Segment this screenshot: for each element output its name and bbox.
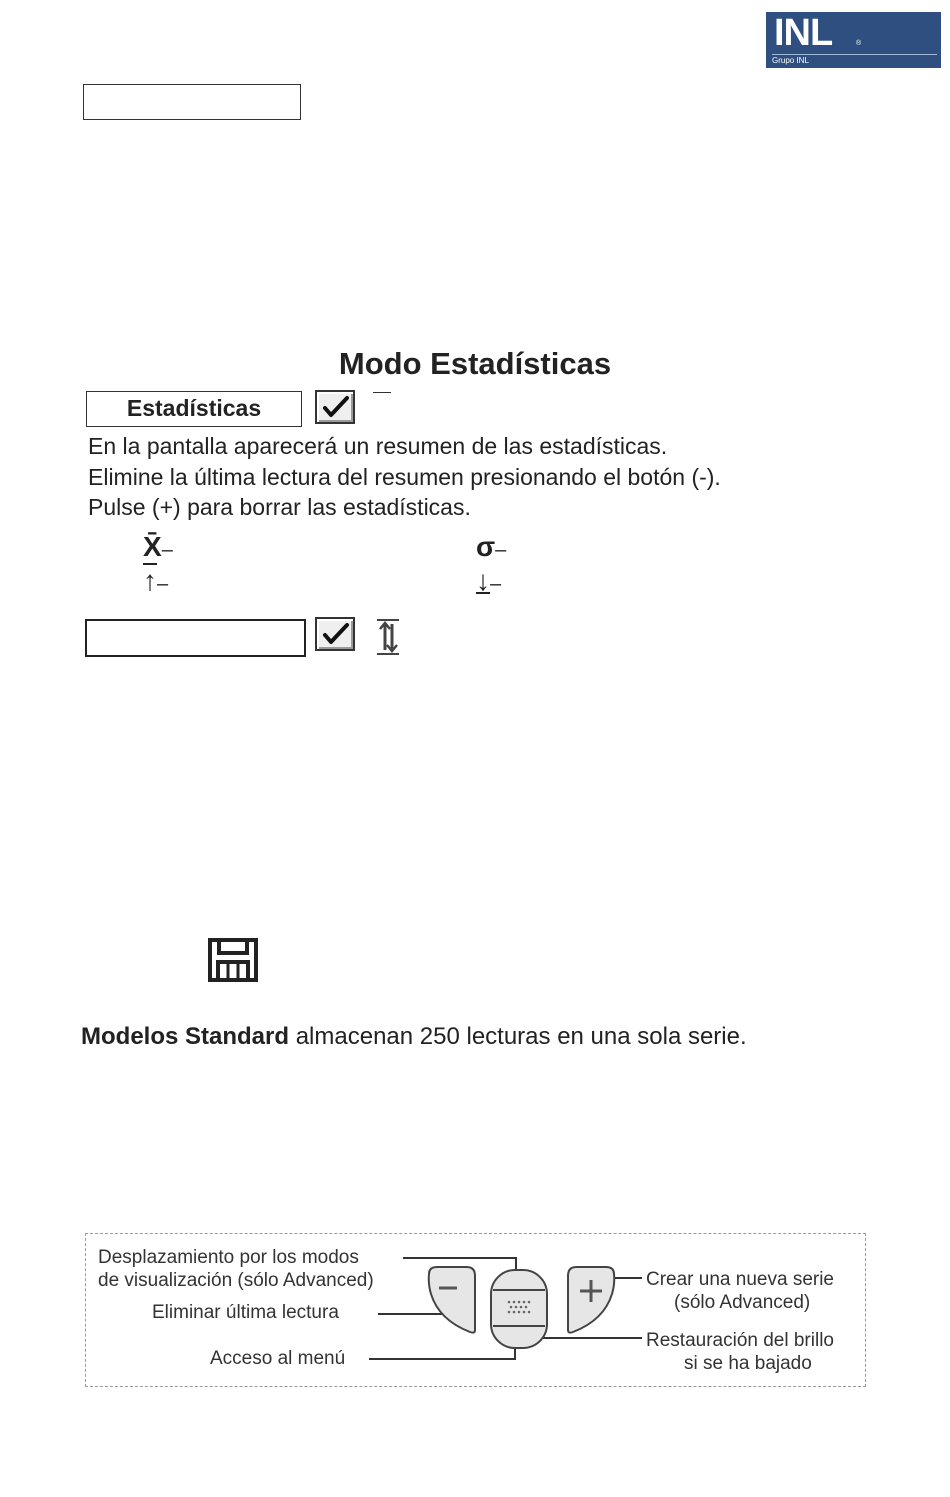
stat-mean <box>143 532 173 565</box>
plus-button <box>562 1264 620 1336</box>
label-menu: Acceso al menú <box>210 1348 346 1369</box>
button-diagram <box>85 1233 866 1387</box>
label-brightness-1: Restauración del brillo <box>646 1330 834 1351</box>
stat-sigma <box>476 532 506 565</box>
standard-models-note <box>81 1022 747 1052</box>
logo-divider <box>772 54 937 55</box>
inl-logo <box>766 12 941 68</box>
standard-bold: Modelos Standard <box>81 1023 290 1050</box>
description-line: Elimine la última lectura del resumen presionando el botón (-). <box>88 463 721 490</box>
stat-dash: – <box>495 539 507 561</box>
sigma-icon: σ <box>476 531 496 562</box>
max-arrow-icon: ↑ <box>143 565 157 596</box>
label-brightness-2: si se ha bajado <box>684 1353 812 1374</box>
leader-line <box>403 1257 515 1259</box>
stat-min <box>476 566 501 599</box>
leader-line <box>369 1358 515 1360</box>
stat-dash: – <box>157 573 169 595</box>
empty-display-box <box>85 619 306 657</box>
mean-icon: X̄ <box>143 531 162 562</box>
logo-brand: INL <box>774 12 833 54</box>
description-line: En la pantalla aparecerá un resumen de las estadísticas. <box>88 433 668 459</box>
label-new-series-2: (sólo Advanced) <box>674 1292 811 1313</box>
label-new-series-1: Crear una nueva serie <box>646 1269 834 1290</box>
logo-tagline: Grupo INL <box>772 56 809 65</box>
page-title: Modo Estadísticas <box>338 346 612 381</box>
checkmark-icon <box>315 390 355 424</box>
leader-line <box>538 1337 642 1339</box>
min-arrow-icon: ↓ <box>476 565 490 596</box>
scroll-updown-icon <box>374 618 402 656</box>
label-delete: Eliminar última lectura <box>152 1302 339 1323</box>
standard-rest: almacenan 250 lecturas en una sola serie. <box>289 1023 747 1050</box>
small-dash <box>373 392 391 393</box>
minus-button <box>423 1264 481 1336</box>
description-line: Pulse (+) para borrar las estadísticas. <box>88 494 471 520</box>
description <box>88 431 888 523</box>
checkmark-icon <box>315 617 355 651</box>
floppy-disk-icon <box>208 938 258 982</box>
menu-label-box: Estadísticas <box>86 391 302 427</box>
stat-dash: – <box>490 573 502 595</box>
stat-max <box>143 566 168 599</box>
logo-registered: ® <box>856 40 862 47</box>
label-scroll-1: Desplazamiento por los modos <box>98 1247 359 1268</box>
stat-dash: – <box>161 539 173 561</box>
label-scroll-2: de visualización (sólo Advanced) <box>98 1270 374 1291</box>
menu-button <box>489 1268 549 1350</box>
empty-display-box <box>83 84 301 120</box>
